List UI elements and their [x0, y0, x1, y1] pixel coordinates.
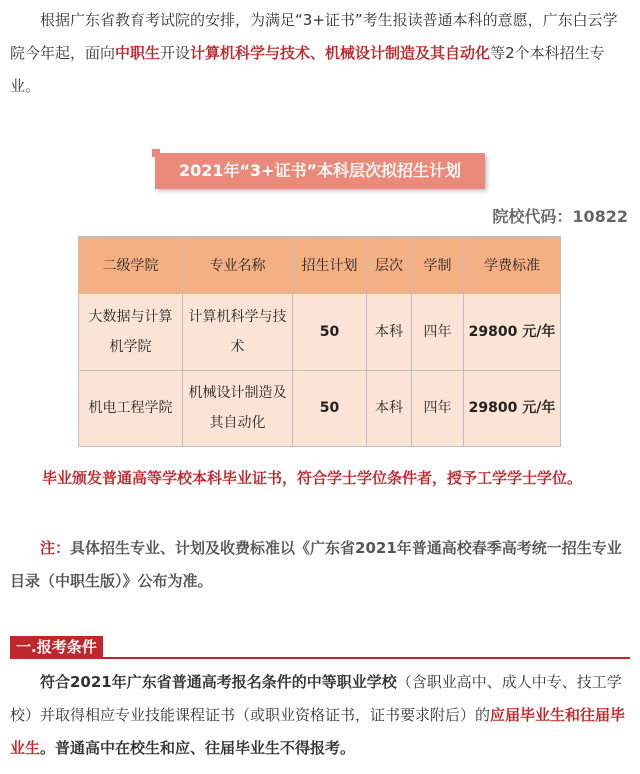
- intro-text-b: 开设: [160, 44, 191, 62]
- cell-college: 机电工程学院: [79, 370, 183, 447]
- section-heading: [10, 636, 103, 657]
- section-divider: [10, 657, 630, 659]
- cell-tuition: 29800 元/年: [464, 370, 561, 447]
- remark-text: 具体招生专业、计划及收费标准以《广东省2021年普通高校春季高考统一招生专业目录（中职生版）》公布为准。: [10, 539, 622, 590]
- col-header-level: 层次: [367, 237, 412, 294]
- cell-level: 本科: [367, 294, 412, 371]
- table-row: [79, 294, 561, 371]
- plan-title-box: [152, 149, 485, 189]
- conditions-paragraph: [10, 666, 630, 765]
- table-row: [79, 370, 561, 447]
- cell-major: 机械设计制造及其自动化: [183, 370, 293, 447]
- conditions-text-a: （含职业高中、成人中专、技工学校）并取得相应专业技能课程证书（或职业资格证书，证书要求附后）的: [10, 673, 622, 724]
- cell-college: 大数据与计算机学院: [79, 294, 183, 371]
- school-code: 院校代码：10822: [492, 207, 628, 226]
- enrollment-plan-table: [78, 236, 561, 447]
- intro-paragraph: [10, 4, 630, 103]
- intro-target: 中职生: [115, 44, 161, 62]
- intro-text-c: 等2个本科招生专业。: [10, 44, 605, 95]
- table-header-row: [79, 237, 561, 294]
- col-header-major: 专业名称: [183, 237, 293, 294]
- cell-quota: 50: [293, 294, 367, 371]
- graduation-note: 毕业颁发普通高等学校本科毕业证书，符合学士学位条件者，授予工学学士学位。: [42, 469, 583, 487]
- cell-duration: 四年: [412, 370, 464, 447]
- col-header-college: 二级学院: [79, 237, 183, 294]
- cell-level: 本科: [367, 370, 412, 447]
- col-header-duration: 学制: [412, 237, 464, 294]
- cell-duration: 四年: [412, 294, 464, 371]
- conditions-bold-b: 。普通高中在校生和应、往届毕业生不得报考。: [40, 739, 356, 757]
- remark-label: 注：: [40, 539, 71, 557]
- plan-title: 2021年“3+证书”本科层次拟招生计划: [155, 153, 485, 189]
- cell-major: 计算机科学与技术: [183, 294, 293, 371]
- col-header-quota: 招生计划: [293, 237, 367, 294]
- conditions-red-a: 应届毕业生和往届毕业生: [10, 706, 626, 757]
- section-title: 一.报考条件: [10, 636, 103, 658]
- col-header-tuition: 学费标准: [464, 237, 561, 294]
- cell-quota: 50: [293, 370, 367, 447]
- remark-paragraph: [10, 532, 630, 598]
- conditions-bold-a: 符合2021年广东省普通高考报名条件的中等职业学校: [40, 673, 397, 691]
- intro-majors: 计算机科学与技术、机械设计制造及其自动化: [190, 44, 491, 62]
- cell-tuition: 29800 元/年: [464, 294, 561, 371]
- intro-text-a: 根据广东省教育考试院的安排，为满足“3+证书”考生报读普通本科的意愿，广东白云学院今年起，面向: [10, 11, 618, 62]
